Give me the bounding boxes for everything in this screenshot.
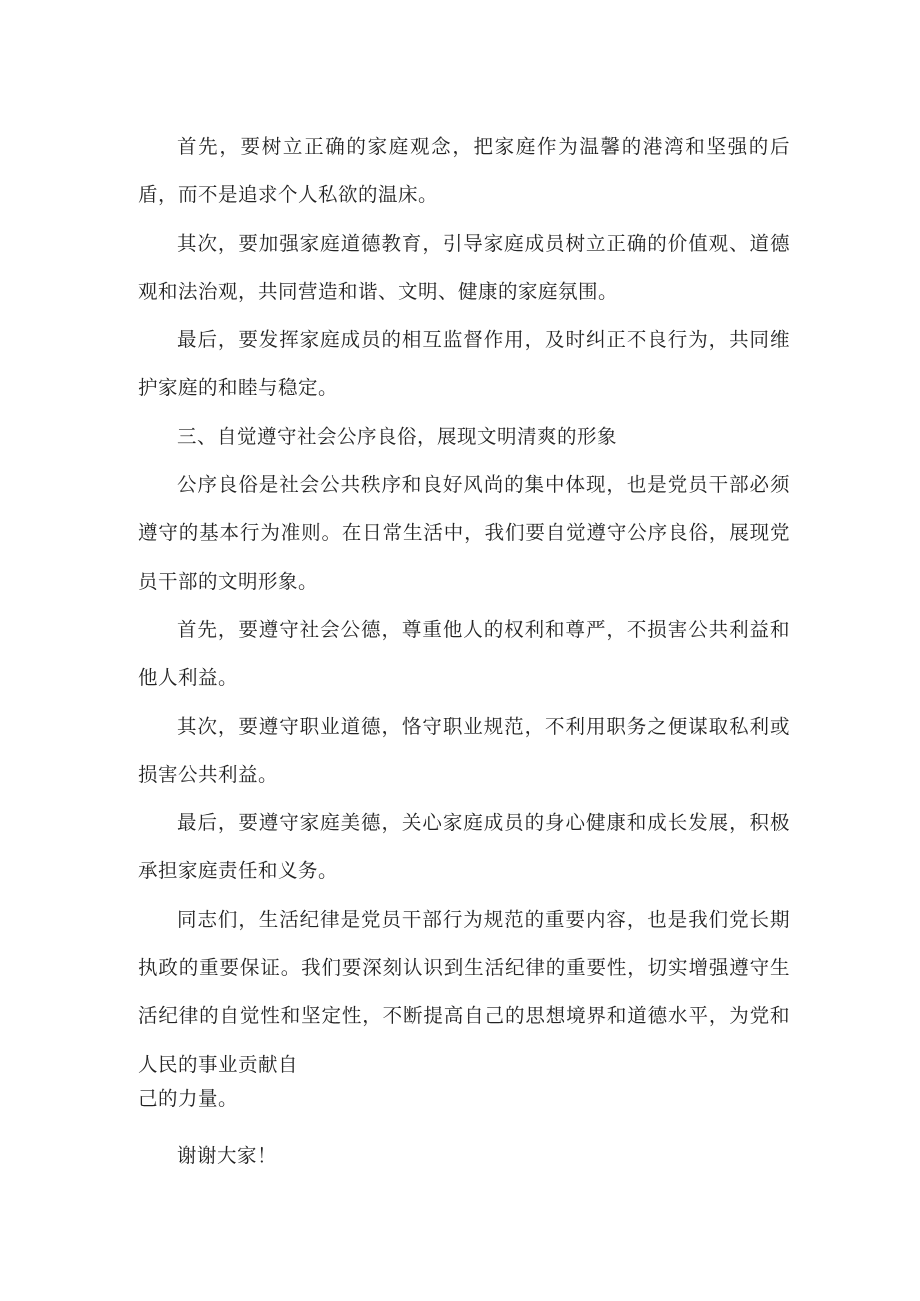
paragraph-social-ethics: 首先，要遵守社会公德，尊重他人的权利和尊严，不损害公共利益和他人利益。 bbox=[138, 617, 790, 690]
document-body bbox=[138, 123, 790, 1180]
paragraph-family-supervision: 最后，要发挥家庭成员的相互监督作用，及时纠正不良行为，共同维护家庭的和睦与稳定。 bbox=[138, 328, 790, 400]
paragraph-conclusion: 同志们，生活纪律是党员干部行为规范的重要内容，也是我们党长期执政的重要保证。我们要深刻认识到生活纪律的重要性，切实增强遵守生活纪律的自觉性和坚定性，不断提高自己的思想境界和道德水平，为党和人民的事业贡献自 bbox=[138, 907, 790, 1076]
paragraph-family-morality: 其次，要加强家庭道德教育，引导家庭成员树立正确的价值观、道德观和法治观，共同营造和谐、文明、健康的家庭氛围。 bbox=[138, 231, 790, 303]
paragraph-public-order-intro: 公序良俗是社会公共秩序和良好风尚的集中体现，也是党员干部必须遵守的基本行为准则。在日常生活中，我们要自觉遵守公序良俗，展现党员干部的文明形象。 bbox=[138, 473, 790, 593]
paragraph-family-virtues: 最后，要遵守家庭美德，关心家庭成员的身心健康和成长发展，积极承担家庭责任和义务。 bbox=[138, 811, 790, 883]
paragraph-conclusion-tail: 己的力量。 bbox=[138, 1086, 239, 1110]
paragraph-family-concept: 首先，要树立正确的家庭观念，把家庭作为温馨的港湾和坚强的后盾，而不是追求个人私欲的温床。 bbox=[138, 135, 790, 207]
section-heading-public-order: 三、自觉遵守社会公序良俗，展现文明清爽的形象 bbox=[177, 424, 618, 448]
closing-thanks: 谢谢大家！ bbox=[177, 1143, 278, 1167]
paragraph-professional-ethics: 其次，要遵守职业道德，恪守职业规范，不利用职务之便谋取私利或损害公共利益。 bbox=[138, 714, 790, 786]
